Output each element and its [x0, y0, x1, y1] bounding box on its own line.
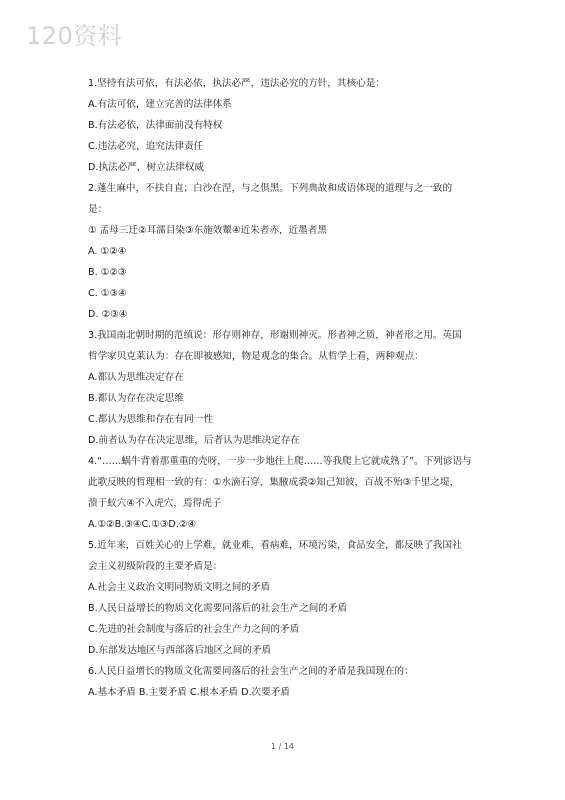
- text-line: A.社会主义政治文明同物质文明之间的矛盾: [88, 582, 271, 593]
- text-line: D.东部发达地区与西部落后地区之间的矛盾: [88, 645, 272, 656]
- page-number: 1 / 14: [270, 742, 295, 751]
- text-line: 4.“……蜗牛背着那重重的壳呀，一步一步地往上爬……等我爬上它就成熟了”。下列谚语与: [88, 456, 472, 467]
- text-line: 5.近年来，百姓关心的上学难，就业难，看病难，环境污染，食品安全，都反映了我国社: [88, 540, 462, 551]
- text-line: 会主义初级阶段的主要矛盾是：: [88, 561, 223, 572]
- text-line: 是：: [88, 204, 108, 215]
- text-line: ① 孟母三迁②耳濡目染③东施效颦④近朱者赤，近墨者黑: [88, 225, 327, 236]
- text-line: C.都认为思维和存在有同一性: [88, 414, 213, 425]
- text-line: 此歌反映的哲理相一致的有：①水滴石穿，集腋成裘②知己知彼，百战不殆③千里之堤，: [88, 477, 460, 488]
- text-line: C. ①③④: [88, 288, 127, 299]
- text-line: B. ①②③: [88, 267, 127, 278]
- text-line: 6.人民日益增长的物质文化需要同落后的社会生产之间的矛盾是我国现在的：: [88, 666, 414, 677]
- text-line: 3.我国南北朝时期的范缜说：形存则神存，形谢则神灭。形者神之质，神者形之用。英国: [88, 330, 462, 341]
- text-line: B.有法必依，法律面前没有特权: [88, 120, 223, 131]
- text-line: C.先进的社会制度与落后的社会生产力之间的矛盾: [88, 624, 300, 635]
- text-line: C.违法必究，追究法律责任: [88, 141, 204, 152]
- text-line: A.①②B.③④C.①③D.②④: [88, 519, 197, 530]
- watermark-logo: 120资料: [26, 22, 123, 50]
- text-line: 1.坚持有法可依，有法必依，执法必严，违法必究的方针，其核心是：: [88, 78, 385, 89]
- text-line: D. ②③④: [88, 309, 128, 320]
- text-line: 溃于蚁穴④不入虎穴，焉得虎子: [88, 498, 222, 509]
- text-line: A.有法可依，建立完善的法律体系: [88, 99, 232, 110]
- text-line: A.基本矛盾 B.主要矛盾 C.根本矛盾 D.次要矛盾: [88, 687, 290, 698]
- text-line: D.前者认为存在决定思维，后者认为思维决定存在: [88, 435, 300, 446]
- text-line: 哲学家贝克莱认为：存在即被感知，物是观念的集合。从哲学上看，两种观点：: [88, 351, 424, 362]
- document-body: [88, 73, 488, 703]
- text-line: 2.蓬生麻中，不扶自直；白沙在涅，与之俱黑。下列典故和成语体现的道理与之一致的: [88, 183, 453, 194]
- text-line: A. ①②④: [88, 246, 127, 257]
- text-line: D.执法必严，树立法律权威: [88, 162, 204, 173]
- text-line: A.都认为思维决定存在: [88, 372, 184, 383]
- text-line: B.都认为存在决定思维: [88, 393, 184, 404]
- text-line: B.人民日益增长的物质文化需要同落后的社会生产之间的矛盾: [88, 603, 348, 614]
